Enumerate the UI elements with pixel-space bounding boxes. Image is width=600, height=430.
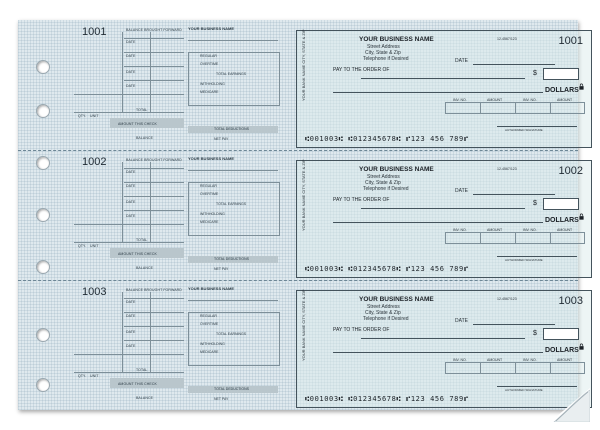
regular-label: REGULAR: [200, 314, 217, 318]
stub-rule: [124, 38, 184, 39]
micr-line: ⑆001003⑆ ⑆012345678⑆ ⑈123 456 789⑈: [305, 265, 469, 273]
stub-vrule: [150, 292, 151, 372]
overtime-label: OVERTIME: [200, 192, 219, 196]
grid-col: [550, 362, 551, 374]
padlock-icon: [578, 343, 585, 350]
check-stub: [74, 282, 186, 406]
stub-date-label: DATE: [126, 170, 136, 174]
grid-col: [515, 102, 516, 114]
total-deductions-label: TOTAL DEDUCTIONS: [214, 257, 249, 261]
date-label: DATE: [455, 58, 468, 64]
check-stub: [74, 152, 186, 276]
business-phone: Telephone if Desired: [363, 186, 409, 192]
grid-header: INV. NO.: [523, 358, 537, 362]
micr-line: ⑆001003⑆ ⑆012345678⑆ ⑈123 456 789⑈: [305, 395, 469, 403]
overtime-label: OVERTIME: [200, 62, 219, 66]
business-city: City, State & Zip: [365, 50, 401, 56]
stub-rule: [74, 372, 184, 373]
grid-col: [550, 102, 551, 114]
stub-rule: [124, 52, 184, 53]
voucher-business-name: YOUR BUSINESS NAME: [188, 26, 235, 31]
stub-total-label: TOTAL: [136, 238, 148, 242]
check-row-3: [18, 282, 583, 412]
amount-this-check-label: AMOUNT THIS CHECK: [118, 122, 157, 126]
stub-unit-label: UNIT: [90, 244, 99, 248]
check-stub: [74, 22, 186, 146]
stub-total-label: TOTAL: [136, 108, 148, 112]
check-row-2: [18, 152, 583, 282]
stub-date-label: DATE: [126, 330, 136, 334]
grid-header: INV. NO.: [523, 98, 537, 102]
net-pay-label: NET PAY: [214, 137, 229, 141]
voucher-rule: [188, 300, 278, 301]
stub-rule: [124, 66, 184, 67]
grid-col: [480, 232, 481, 244]
stub-unit-label: UNIT: [90, 114, 99, 118]
medicare-label: MEDICARE: [200, 350, 219, 354]
check-number: 1003: [558, 295, 583, 307]
padlock-icon: [578, 83, 585, 90]
stub-rule: [74, 354, 184, 355]
amount-this-check-label: AMOUNT THIS CHECK: [118, 382, 157, 386]
stub-date-label: DATE: [126, 184, 136, 188]
grid-header: INV. NO.: [453, 228, 467, 232]
stub-check-number: 1003: [82, 286, 107, 298]
routing-fraction: 12-4567/123: [497, 297, 517, 301]
signature-field[interactable]: [497, 126, 577, 127]
signature-label: AUTHORIZED SIGNATURE: [505, 258, 543, 262]
withholding-label: WITHHOLDING: [200, 212, 225, 216]
grid-header: AMOUNT: [557, 228, 573, 232]
dollars-label: DOLLARS: [545, 347, 579, 354]
earnings-box: [188, 312, 280, 366]
stub-rule: [124, 80, 184, 81]
withholding-label: WITHHOLDING: [200, 82, 225, 86]
dollars-label: DOLLARS: [545, 87, 579, 94]
business-street: Street Address: [367, 304, 400, 310]
stub-total-label: TOTAL: [136, 368, 148, 372]
stub-vrule: [122, 292, 123, 372]
check-number: 1001: [558, 35, 583, 47]
stub-rule: [74, 242, 184, 243]
stub-rule: [74, 224, 184, 225]
stub-rule: [74, 112, 184, 113]
regular-label: REGULAR: [200, 54, 217, 58]
signature-field[interactable]: [497, 386, 577, 387]
amount-this-check-label: AMOUNT THIS CHECK: [118, 252, 157, 256]
grid-col: [550, 232, 551, 244]
stub-check-number: 1001: [82, 26, 107, 38]
business-city: City, State & Zip: [365, 180, 401, 186]
check-number: 1002: [558, 165, 583, 177]
signature-label: AUTHORIZED SIGNATURE: [505, 388, 543, 392]
stub-date-label: DATE: [126, 70, 136, 74]
micr-line: ⑆001003⑆ ⑆012345678⑆ ⑈123 456 789⑈: [305, 135, 469, 143]
page-curl-icon: [550, 388, 590, 422]
grid-col: [480, 362, 481, 374]
net-pay-label: NET PAY: [214, 397, 229, 401]
total-earnings-label: TOTAL EARNINGS: [216, 202, 247, 206]
padlock-icon: [578, 213, 585, 220]
voucher-business-name: YOUR BUSINESS NAME: [188, 286, 235, 291]
business-phone: Telephone if Desired: [363, 316, 409, 322]
stub-rule: [124, 168, 184, 169]
dollar-sign: $: [533, 330, 537, 337]
amount-field[interactable]: [543, 68, 579, 80]
grid-col: [515, 362, 516, 374]
grid-header: INV. NO.: [453, 358, 467, 362]
invoice-grid: [445, 98, 585, 114]
routing-fraction: 12-4567/123: [497, 37, 517, 41]
business-name: YOUR BUSINESS NAME: [359, 166, 434, 173]
stub-rule: [124, 340, 184, 341]
voucher-rule: [188, 170, 278, 171]
check-row-1: [18, 22, 583, 152]
check[interactable]: [296, 160, 592, 278]
business-city: City, State & Zip: [365, 310, 401, 316]
withholding-label: WITHHOLDING: [200, 342, 225, 346]
grid-header: AMOUNT: [557, 98, 573, 102]
stub-check-number: 1002: [82, 156, 107, 168]
grid-col: [480, 102, 481, 114]
date-field[interactable]: [473, 64, 555, 65]
total-deductions-label: TOTAL DEDUCTIONS: [214, 127, 249, 131]
pay-to-label: PAY TO THE ORDER OF: [333, 197, 390, 203]
stub-rule: [124, 326, 184, 327]
stub-rule: [124, 182, 184, 183]
stub-date-label: DATE: [126, 344, 136, 348]
bank-name: YOUR BANK NAME CITY, STATE & ZIP: [301, 159, 306, 231]
regular-label: REGULAR: [200, 184, 217, 188]
stub-qty-label: QTY.: [78, 374, 87, 378]
payroll-voucher: [186, 282, 284, 406]
total-earnings-label: TOTAL EARNINGS: [216, 72, 247, 76]
stub-date-label: DATE: [126, 314, 136, 318]
business-phone: Telephone if Desired: [363, 56, 409, 62]
stub-date-label: DATE: [126, 214, 136, 218]
stub-balance-label: BALANCE: [136, 266, 154, 270]
business-name: YOUR BUSINESS NAME: [359, 36, 434, 43]
grid-header: INV. NO.: [453, 98, 467, 102]
grid-header: AMOUNT: [487, 358, 503, 362]
payee-field[interactable]: [361, 208, 525, 209]
dollar-sign: $: [533, 200, 537, 207]
grid-header: AMOUNT: [487, 98, 503, 102]
payroll-voucher: [186, 22, 284, 146]
stub-rule: [74, 94, 184, 95]
medicare-label: MEDICARE: [200, 90, 219, 94]
bank-name: YOUR BANK NAME CITY, STATE & ZIP: [301, 29, 306, 101]
net-pay-label: NET PAY: [214, 267, 229, 271]
written-amount-field[interactable]: [333, 222, 543, 223]
total-earnings-label: TOTAL EARNINGS: [216, 332, 247, 336]
business-street: Street Address: [367, 44, 400, 50]
payee-field[interactable]: [361, 338, 525, 339]
amount-field[interactable]: [543, 328, 579, 340]
medicare-label: MEDICARE: [200, 220, 219, 224]
payroll-voucher: [186, 152, 284, 276]
invoice-grid: [445, 228, 585, 244]
stub-date-label: DATE: [126, 84, 136, 88]
signature-label: AUTHORIZED SIGNATURE: [505, 128, 543, 132]
stub-vrule: [150, 32, 151, 112]
stub-qty-label: QTY.: [78, 244, 87, 248]
earnings-box: [188, 182, 280, 236]
balance-forward-label: BALANCE BROUGHT FORWARD: [126, 158, 182, 162]
stub-rule: [124, 298, 184, 299]
voucher-rule: [188, 40, 278, 41]
stub-vrule: [122, 162, 123, 242]
pay-to-label: PAY TO THE ORDER OF: [333, 67, 390, 73]
stub-vrule: [150, 162, 151, 242]
stub-date-label: DATE: [126, 40, 136, 44]
business-name: YOUR BUSINESS NAME: [359, 296, 434, 303]
stub-rule: [124, 312, 184, 313]
check[interactable]: [296, 30, 592, 148]
stub-balance-label: BALANCE: [136, 396, 154, 400]
grid-col: [515, 232, 516, 244]
pay-to-label: PAY TO THE ORDER OF: [333, 327, 390, 333]
date-field[interactable]: [473, 194, 555, 195]
balance-forward-label: BALANCE BROUGHT FORWARD: [126, 28, 182, 32]
date-label: DATE: [455, 188, 468, 194]
check[interactable]: [296, 290, 592, 408]
stub-date-label: DATE: [126, 300, 136, 304]
dollar-sign: $: [533, 70, 537, 77]
bank-name: YOUR BANK NAME CITY, STATE & ZIP: [301, 289, 306, 361]
stub-rule: [124, 196, 184, 197]
total-deductions-label: TOTAL DEDUCTIONS: [214, 387, 249, 391]
routing-fraction: 12-4567/123: [497, 167, 517, 171]
dollars-label: DOLLARS: [545, 217, 579, 224]
date-label: DATE: [455, 318, 468, 324]
business-street: Street Address: [367, 174, 400, 180]
stub-vrule: [122, 32, 123, 112]
stub-balance-label: BALANCE: [136, 136, 154, 140]
balance-forward-label: BALANCE BROUGHT FORWARD: [126, 288, 182, 292]
grid-header: INV. NO.: [523, 228, 537, 232]
overtime-label: OVERTIME: [200, 322, 219, 326]
voucher-business-name: YOUR BUSINESS NAME: [188, 156, 235, 161]
amount-field[interactable]: [543, 198, 579, 210]
written-amount-field[interactable]: [333, 92, 543, 93]
invoice-grid: [445, 358, 585, 374]
signature-field[interactable]: [497, 256, 577, 257]
grid-header: AMOUNT: [557, 358, 573, 362]
stub-rule: [124, 210, 184, 211]
stub-qty-label: QTY.: [78, 114, 87, 118]
grid-header: AMOUNT: [487, 228, 503, 232]
date-field[interactable]: [473, 324, 555, 325]
stub-unit-label: UNIT: [90, 374, 99, 378]
payee-field[interactable]: [361, 78, 525, 79]
earnings-box: [188, 52, 280, 106]
stub-date-label: DATE: [126, 54, 136, 58]
stub-date-label: DATE: [126, 200, 136, 204]
written-amount-field[interactable]: [333, 352, 543, 353]
